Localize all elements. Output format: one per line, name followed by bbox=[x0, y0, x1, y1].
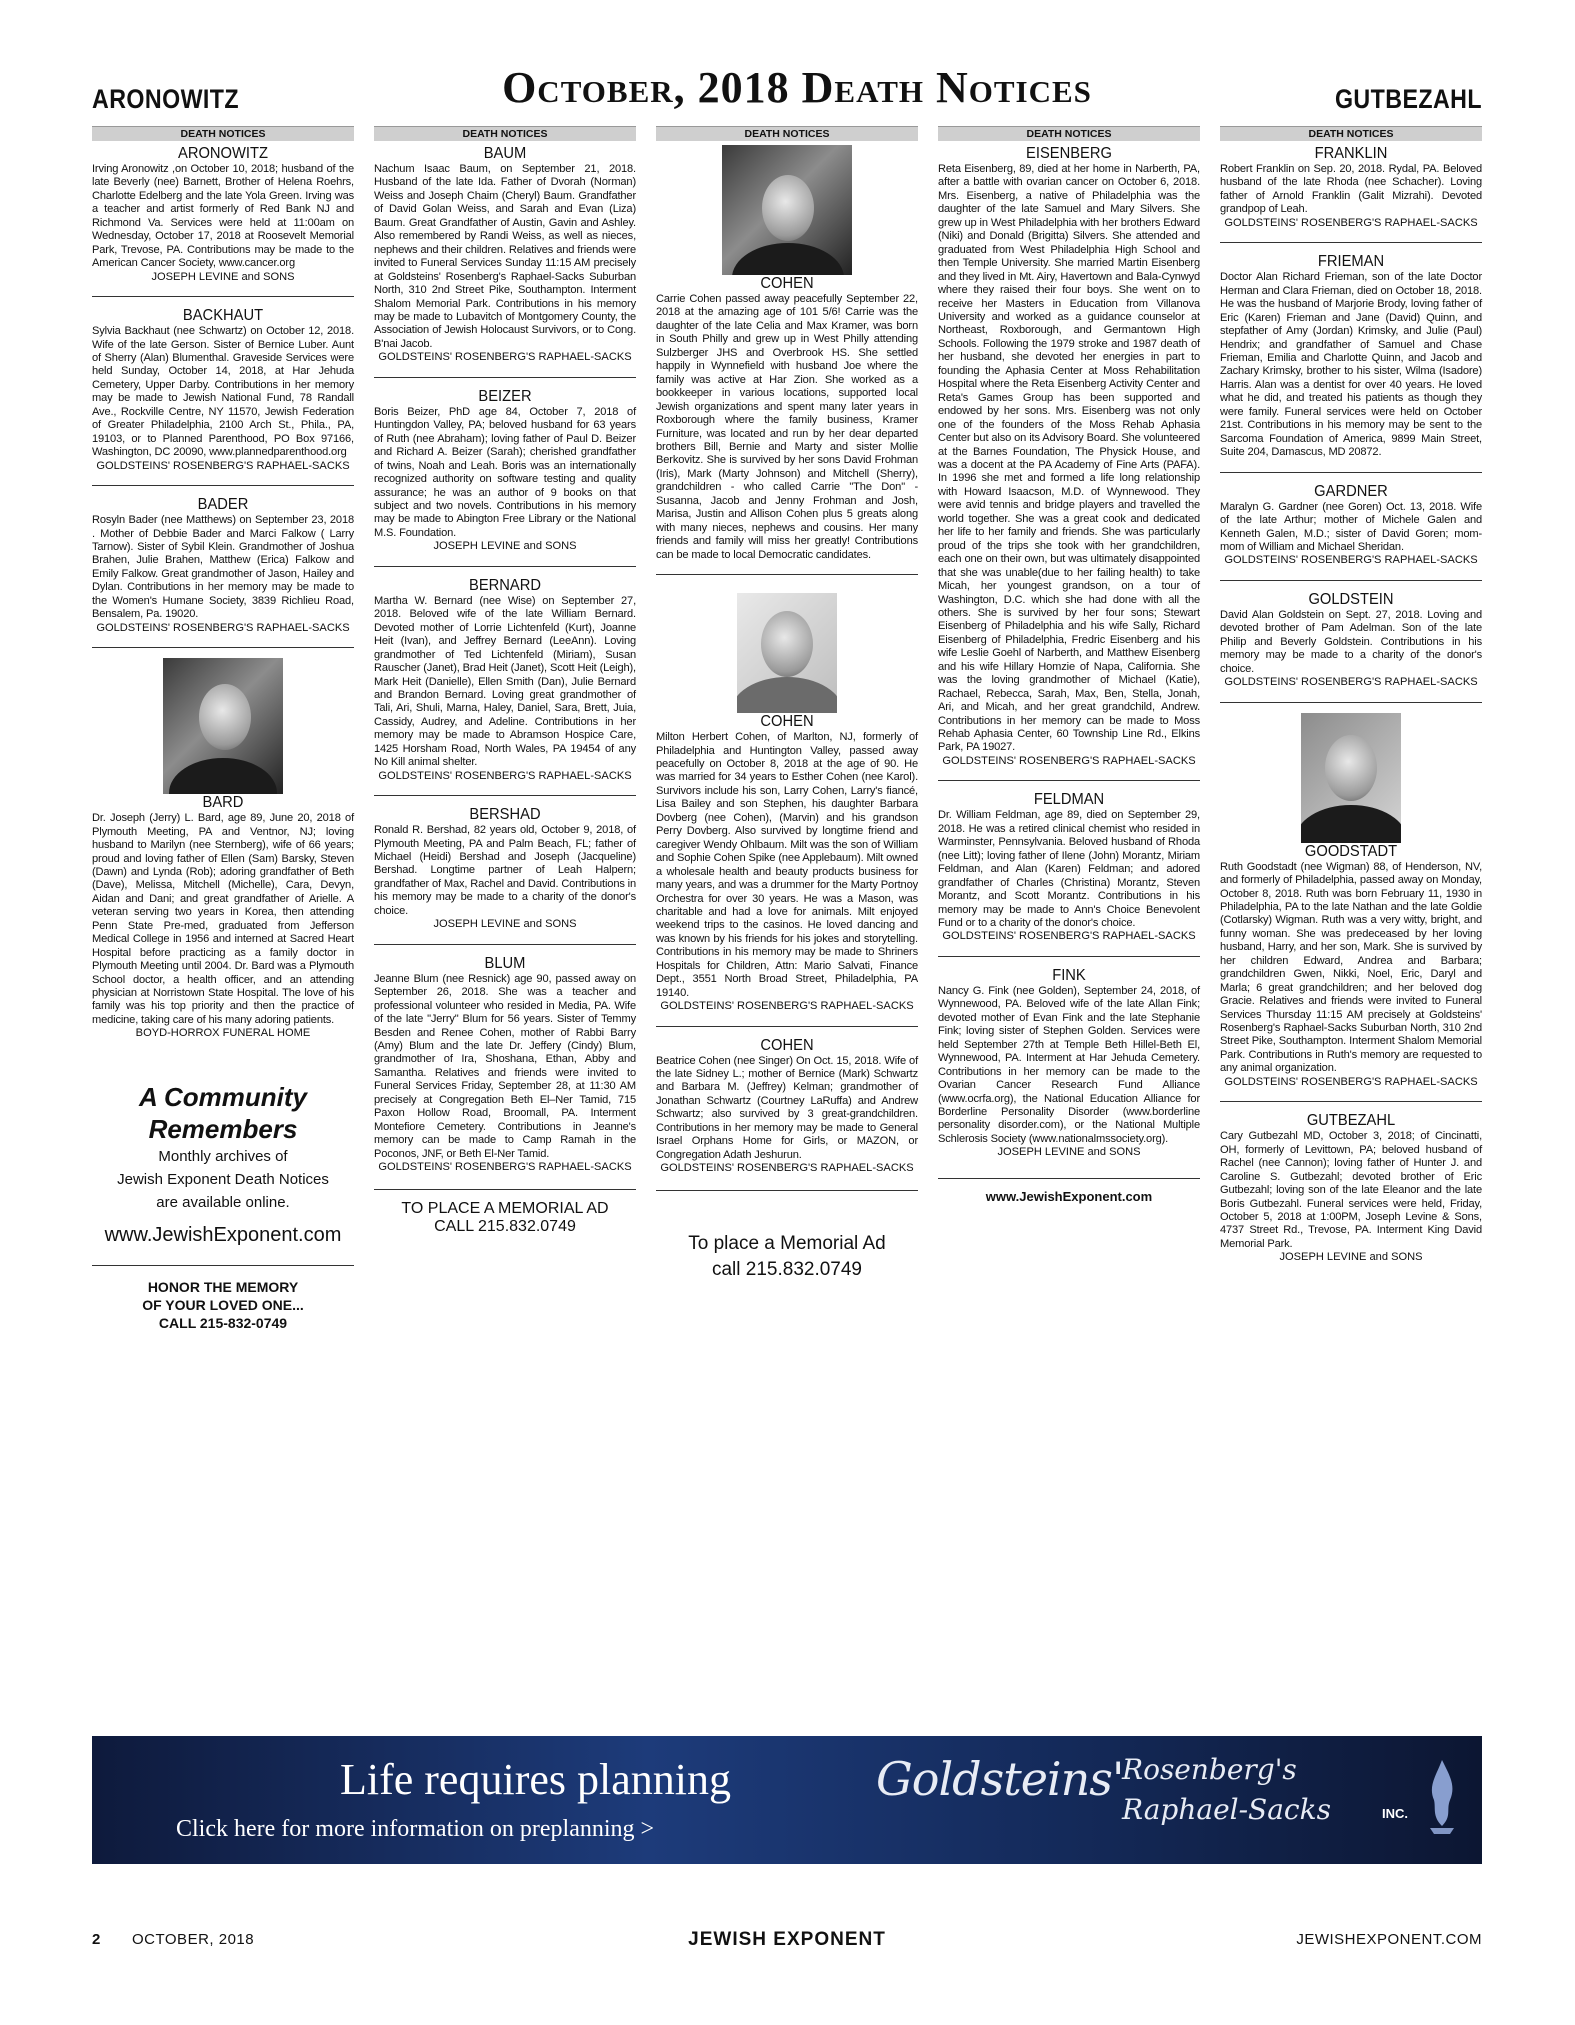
column-header: DEATH NOTICES bbox=[656, 126, 918, 141]
column-4 bbox=[938, 126, 1200, 1204]
notice-text: Dr. Joseph (Jerry) L. Bard, age 89, June 20, 2018 of Plymouth Meeting, PA and Ventnor, NJ; loving husband to Marilyn (nee Sternberg), wife of 66 years; proud and loving father of Ellen (Sam) Barsky, Steven (Dawn) and Lynda (Rob); adoring grandfather of Beth (Dave), Melissa, Mitchell (Michelle), Cara, Devyn, Aidan and Dani; and great grandfather of Arielle. A veteran serving two years in Korea, then attending Penn State Pre-med, graduated from Jefferson Medical College in 1956 and interned at Sacred Heart Hospital before practicing as a family doctor in Plymouth Meeting until 2004. Dr. Bard was a Plymouth School doctor, a health officer, and an attending physician at Norristown State Hospital. The love of his family was his top priority and then the practice of medicine, taking care of his many adoring patients. bbox=[92, 812, 354, 1026]
notice-backhaut bbox=[92, 307, 354, 473]
funeral-home-logo: Goldsteins' bbox=[876, 1752, 1124, 1806]
page-title: October, 2018 Death Notices bbox=[502, 63, 1092, 112]
notice-name: BEIZER bbox=[478, 387, 532, 405]
notice-name: FELDMAN bbox=[1033, 791, 1105, 809]
publication-name: JEWISH EXPONENT bbox=[688, 1929, 886, 1950]
notice-text: Beatrice Cohen (nee Singer) On Oct. 15, 2018. Wife of the late Sidney L.; mother of Bernice (Mark) Schwartz and Barbara M. (Jeffrey) Kelman; grandmother of Jonathan Schwartz (Courtney LaRuffa) and Andrew Schwartz; also survived by 3 great-grandchildren. Contributions in her memory may be made to General Israel Orphans Home for Girls, or MAZON, or Congregation Adath Jeshurun. bbox=[656, 1054, 918, 1161]
notice-text: Sylvia Backhaut (nee Schwartz) on October 12, 2018. Wife of the late Gerson. Sister of Bernice Luber. Aunt of Sherry (Alan) Blumenthal. Graveside Services were held Sunday, October 14, 2018, at Har Jehuda Cemetery, Upper Darby. Contributions in her memory may be made to Jewish National Fund, 78 Randall Ave., Rockville Centre, NY 11570, Jewish Federation of Greater Philadelphia, 2100 Arch St., Phila., PA, 19103, or to Planned Parenthood, PO Box 97166, Washington, DC 20090, www.plannedparenthood.org bbox=[92, 325, 354, 459]
funeral-home: GOLDSTEINS' ROSENBERG'S RAPHAEL-SACKS bbox=[378, 769, 632, 782]
funeral-home: GOLDSTEINS' ROSENBERG'S RAPHAEL-SACKS bbox=[660, 1162, 914, 1175]
notice-name: GUTBEZAHL bbox=[1306, 1112, 1396, 1130]
column-5 bbox=[1220, 126, 1482, 1265]
notice-name: ARONOWITZ bbox=[178, 145, 268, 162]
divider bbox=[1220, 1101, 1482, 1102]
promo-headline: Remembers bbox=[148, 1113, 298, 1144]
divider bbox=[92, 647, 354, 648]
memorial-ad-box bbox=[656, 1190, 918, 1283]
funeral-home: JOSEPH LEVINE and SONS bbox=[433, 918, 577, 931]
promo-text: Jewish Exponent Death Notices bbox=[117, 1170, 329, 1188]
column-2 bbox=[374, 126, 636, 1236]
notice-eisenberg bbox=[938, 145, 1200, 768]
notice-text: Robert Franklin on Sep. 20, 2018. Rydal, PA. Beloved husband of the late Rhoda (nee Schacher). Loving father of Arnold Franklin (Galit Mizrahi). Devoted grandpop of Leah. bbox=[1220, 163, 1482, 216]
funeral-home: GOLDSTEINS' ROSENBERG'S RAPHAEL-SACKS bbox=[96, 459, 350, 472]
notice-beizer bbox=[374, 388, 636, 554]
column-header: DEATH NOTICES bbox=[1220, 126, 1482, 141]
notice-cohen-milton bbox=[656, 593, 918, 1014]
notice-text: Ronald R. Bershad, 82 years old, October 9, 2018, of Plymouth Meeting, PA and Palm Beach, FL; father of Michael (Heidi) Bershad and Joseph (Jacqueline) Bershad. Longtime partner of Leah Halpern; grandfather of Max, Rachel and David. Contributions in his memory may be made to a charity of the donor's choice. bbox=[374, 824, 636, 917]
notice-text: Cary Gutbezahl MD, October 3, 2018; of Cincinatti, OH, formerly of Levittown, PA; beloved husband of Rachel (nee Cannon); loving father of Hunter J. and Caroline S. Gutbezahl; devoted brother of Eric Gutbezahl; loving son of the late Eleanor and the late Boris Gutbezahl. Funeral services were held, Friday, October 5, 2018 at 1:00PM, Joseph Levine & Sons, 4737 Street Rd., Trevose, PA. Interment King David Memorial Park. bbox=[1220, 1130, 1482, 1250]
notice-blum bbox=[374, 955, 636, 1175]
notice-bader bbox=[92, 496, 354, 635]
honor-phone: CALL 215-832-0749 bbox=[158, 1314, 288, 1331]
notice-text: Reta Eisenberg, 89, died at her home in Narberth, PA, after a battle with ovarian cancer on October 6, 2018. Mrs. Eisenberg, a native of Philadelphia was the daughter of the late Samuel and Mary Silvers. She grew up in West Philadelphia with her brothers Edward (Niki) and Donald (Brigitta) Silvers. She attended and graduated from West Philadelphia High School and then Temple University. She married Martin Eisenberg and they lived in Mt. Airy, Havertown and Bala-Cynwyd where they raised their four boys. She went on to receive her Masters in Education from Villanova University and worked as a guidance counselor at Northeast, Roxborough, and Germantown High Schools. Following the 1979 stroke and 1987 death of her husband, she devoted her energies in part to founding the Aphasia Center at Moss Rehabilitation Hospital where the Reta Eisenberg Activity Center and Reta's Games Group has been supported and endowed by her sons. Mrs. Eisenberg was not only one of the founders of the Moss Rehab Aphasia Center but also on its Advisory Board. She volunteered at the Barnes Foundation, The Physick House, and was a docent at the PA Academy of Fine Arts (PAFA). In 1996 she met and formed a life long relationship with Howard Isaacson, M.D. of Wynnewood. They were avid tennis and bridge players and travelled the world together. She was a great cook and dedicated her life to her family and friends. She was particularly proud of the trips she took with her grandchildren, each one on their own, but was ultimately disappointed that she was unable(due to her failing health) to take Micah, her youngest grandson, on a tour of Washington, D.C. which she had done with all the others. She is survived by her four sons; Stewart Eisenberg of Philadelphia and his wife Sally, Richard Eisenberg of Philadelphia, Fredric Eisenberg and his wife Leslie Goehl of Narberth, and Matthew Eisenberg and his wife Hillary Homzie of Napa, California. She was the loving grandmother of Michael (Katie), Rachael, Rebecca, Sarah, Max, Ben, Stella, Jonah, Ari, and Micah, and her great grandchild, Andrew. Contributions in her memory can be made to Moss Rehab Aphasia Center, 60 Township Line Rd., Elkins Park, PA 19027. bbox=[938, 163, 1200, 754]
notice-text: David Alan Goldstein on Sept. 27, 2018. Loving and devoted brother of Pam Adelman. Son of the late Philip and Beverly Goldstein. Contributions in his memory may be made to a charity of the donor's choice. bbox=[1220, 608, 1482, 675]
notice-fink bbox=[938, 967, 1200, 1160]
notice-name: BERNARD bbox=[469, 576, 541, 594]
logo-suffix: INC. bbox=[1382, 1806, 1408, 1821]
logo-line: Rosenberg's bbox=[1122, 1753, 1297, 1786]
divider bbox=[938, 956, 1200, 957]
masthead bbox=[92, 62, 1482, 114]
notice-franklin bbox=[1220, 145, 1482, 230]
column-header: DEATH NOTICES bbox=[374, 126, 636, 141]
divider bbox=[1220, 472, 1482, 473]
website-link[interactable]: www.JewishExponent.com bbox=[938, 1178, 1200, 1204]
promo-text: Monthly archives of bbox=[158, 1147, 288, 1165]
notice-cohen-beatrice bbox=[656, 1037, 918, 1176]
banner-headline: Life requires planning bbox=[340, 1755, 731, 1804]
funeral-home: GOLDSTEINS' ROSENBERG'S RAPHAEL-SACKS bbox=[378, 351, 632, 364]
notice-aronowitz bbox=[92, 145, 354, 284]
memorial-line: To place a Memorial Ad bbox=[688, 1232, 886, 1254]
funeral-home: GOLDSTEINS' ROSENBERG'S RAPHAEL-SACKS bbox=[942, 930, 1196, 943]
divider bbox=[374, 377, 636, 378]
promo-text: are available online. bbox=[156, 1193, 290, 1211]
notice-name: BERSHAD bbox=[469, 806, 541, 824]
notice-gutbezahl bbox=[1220, 1112, 1482, 1265]
notice-text: Dr. William Feldman, age 89, died on September 29, 2018. He was a retired clinical chemist who resided in Warminster, Pennsylvania. Beloved husband of Rhoda (nee Litt); loving father of Ilene (John) Morantz, Miriam Feldman, and Alan (Karen) Feldman; and adored grandfather of Charles (Christina) Morantz, Steven Morantz, and Scott Morantz. Contributions in his memory may be made to Ann's Choice Benevolent Fund or to a charity of the donor's choice. bbox=[938, 809, 1200, 930]
funeral-home: JOSEPH LEVINE and SONS bbox=[1279, 1251, 1423, 1264]
funeral-home: GOLDSTEINS' ROSENBERG'S RAPHAEL-SACKS bbox=[1224, 216, 1478, 229]
funeral-home-logo-text bbox=[1122, 1750, 1331, 1830]
portrait-photo bbox=[163, 658, 283, 794]
notice-baum bbox=[374, 145, 636, 365]
notice-name: BLUM bbox=[484, 954, 526, 972]
notice-name: BAUM bbox=[483, 145, 527, 162]
notice-bershad bbox=[374, 806, 636, 932]
notice-goldstein bbox=[1220, 591, 1482, 690]
divider bbox=[1220, 702, 1482, 703]
notice-text: Rosyln Bader (nee Matthews) on September 23, 2018 . Mother of Debbie Bader and Marci Falkow ( Larry Tarnow). Sister of Sybil Klein. Grandmother of Joshua Brahen, Julie Brahen, Matthew (Erica) Falkow and Emily Falkow. Great grandmother of Jason, Hailey and Dylan. Contributions in her memory may be made to the Women's Humane Society, 3839 Richlieu Road, Bensalem, Pa. 19020. bbox=[92, 514, 354, 621]
notice-text: Nancy G. Fink (nee Golden), September 24, 2018, of Wynnewood, PA. Beloved wife of the late Allan Fink; devoted mother of Evan Fink and the late Stephanie Fink; loving sister of Stephen Golden. Services were held September 27th at Temple Beth Hillel-Beth El, Wynnewood, PA. Interment at Har Jehuda Cemetery. Contributions in her memory can be made to the Ovarian Cancer Research Fund Alliance (www.ocrfa.org), the National Education Alliance for Borderline Personality Disorder (www.borderline personality disorder.com), or the National Multiple Schlerosis Society (www.nationalmssociety.org). bbox=[938, 984, 1200, 1145]
promo-url-link[interactable]: www.JewishExponent.com bbox=[104, 1223, 342, 1246]
notice-name: COHEN bbox=[760, 713, 814, 731]
notice-text: Nachum Isaac Baum, on September 21, 2018. Husband of the late Ida. Father of Dvorah (Norman) Weiss and Joseph Chaim (Cheryl) Baum. Grandfather of David Golan Weiss, and Sarah and Evan (Liza) Baum. Great Grandfather of Austin, Gavin and Ashley. Also remembered by Randi Weiss, as well as nieces, nephews and their children. Relatives and friends were invited to Funeral Services Sunday 11:15 AM precisely at Goldsteins' Rosenberg's Raphael-Sacks Suburban North, 310 2nd Street Pike, Southampton. Interment Shalom Memorial Park. Contributions in his memory may be made to Lubavitch of Montgomery County, the Association of Jewish Holocaust Survivors, or to Cong. B'nai Jacob. bbox=[374, 163, 636, 350]
notice-frieman bbox=[1220, 253, 1482, 459]
flame-icon bbox=[1424, 1756, 1460, 1836]
memorial-ad-box bbox=[374, 1189, 636, 1236]
funeral-home: BOYD-HORROX FUNERAL HOME bbox=[135, 1027, 311, 1040]
divider bbox=[656, 1026, 918, 1027]
memorial-phone: CALL 215.832.0749 bbox=[434, 1217, 576, 1235]
portrait-photo bbox=[722, 145, 852, 275]
running-head-right: GUTBEZAHL bbox=[1334, 84, 1482, 114]
portrait-photo bbox=[1301, 713, 1401, 843]
divider bbox=[1220, 242, 1482, 243]
notice-bard bbox=[92, 658, 354, 1041]
funeral-home: GOLDSTEINS' ROSENBERG'S RAPHAEL-SACKS bbox=[1224, 676, 1478, 689]
notice-name: BADER bbox=[197, 496, 249, 514]
page-footer bbox=[92, 1931, 1482, 1955]
notice-name: GARDNER bbox=[1314, 482, 1388, 500]
notice-name: EISENBERG bbox=[1026, 145, 1112, 162]
notice-name: COHEN bbox=[760, 275, 814, 292]
notice-text: Irving Aronowitz ,on October 10, 2018; husband of the late Beverly (nee) Barnett, Brother of Helena Roehrs, Charlotte Edelberg and the late Yola Green. Irving was a teacher and artist formerly of Red Bank NJ and Richmond Va. Services were held at 11:00am on Wednesday, October 17, 2018 at Roosevelt Memorial Park, Trevose, PA. Contributions may be made to the American Cancer Society, www.cancer.org bbox=[92, 163, 354, 270]
honor-memory-ad bbox=[92, 1265, 354, 1332]
divider bbox=[374, 795, 636, 796]
column-header: DEATH NOTICES bbox=[938, 126, 1200, 141]
honor-line: OF YOUR LOVED ONE... bbox=[142, 1296, 304, 1313]
notice-name: GOODSTADT bbox=[1304, 842, 1398, 860]
notice-name: BARD bbox=[202, 794, 244, 812]
funeral-home: GOLDSTEINS' ROSENBERG'S RAPHAEL-SACKS bbox=[660, 1000, 914, 1013]
divider bbox=[938, 780, 1200, 781]
footer-site-link[interactable]: JEWISHEXPONENT.COM bbox=[1296, 1931, 1482, 1948]
divider bbox=[374, 944, 636, 945]
page-number: 2 bbox=[92, 1931, 101, 1948]
notice-name: FINK bbox=[1052, 966, 1086, 984]
notice-name: GOLDSTEIN bbox=[1308, 590, 1394, 608]
issue-date: OCTOBER, 2018 bbox=[132, 1931, 255, 1948]
notice-text: Jeanne Blum (nee Resnick) age 90, passed away on September 26, 2018. She was a teacher and professional volunteer who resided in Media, PA. Wife of the late "Jerry" Blum for 56 years. Sister of Temmy Besden and Renee Cohen, mother of Rabbi Barry (Amy) Blum and the late Dr. Jeffery (Cindy) Blum, grandmother of Ira, Shoshana, Ethan, Abby and Samantha. Relatives and friends were invited to Funeral Services Friday, September 28, at 11:30 AM precisely at Congregation Beth El–Ner Tamid, 715 Paxon Hollow Road, Broomall, PA. Interment Montefiore Cemetery. Contributions in Jeanne's memory can be made to Camp Ramah in the Poconos, JNF, or Beth El-Ner Tamid. bbox=[374, 972, 636, 1160]
notice-text: Boris Beizer, PhD age 84, October 7, 2018 of Huntingdon Valley, PA; beloved husband for 63 years of Ruth (nee Abraham); loving father of Paul D. Beizer and Richard A. Beizer (Sarah); cherished grandfather of twins, Noah and Leah. Boris was an internationally recognized authority on software testing and quality assurance; he was an author of 9 books on that subject and two novels. Contributions in his memory may be made to Abington Free Library or the National M.S. Foundation. bbox=[374, 405, 636, 539]
divider bbox=[374, 566, 636, 567]
notice-cohen-carrie bbox=[656, 145, 918, 562]
divider bbox=[92, 296, 354, 297]
promo-headline: A Community bbox=[138, 1081, 308, 1112]
notice-text: Doctor Alan Richard Frieman, son of the late Doctor Herman and Clara Frieman, died on October 18, 2018. He was the husband of Marjorie Brody, loving father of Eric (Karen) Frieman and Jane (David) Quinn, and stepfather of Amy (Jordan) Krimsky, and Julie (Paul) Hendrix; and grandfather of Samuel and Chase Frieman, Emilia and Charlotte Quinn, and Jacob and Zachary Krimsky, brother to his sister, Wilma (Isadore) Harris. Alan was a dentist for over 40 years. He loved what he did, and treated his patients as though they were family. Funeral services were held on October 21st. Contributions in his memory may be sent to the Sarcoma Foundation of America, 9899 Main Street, Suite 204, Damascus, MD 20872. bbox=[1220, 271, 1482, 459]
notice-text: Carrie Cohen passed away peacefully September 22, 2018 at the amazing age of 101 5/6! Carrie was the daughter of the late Celia and Max Kramer, was born in South Philly and grew up in West Philly attending Sulzberger JHS and Overbrook HS. She settled happily in Wynnefield with husband Joe where the family was active at Har Zion. She worked as a bookkeeper in various locations, supported local Jewish organizations and spent many later years in Roxborough where the family business, Kramer Furniture, was located and run by her dear departed brothers Bill, Bernie and Marty and sister Mollie Berkovitz. She is survived by her sons David Frohman (Iris), Mark (Marty Johnson) and Mitchell (Sherry), grandchildren - who called Carrie "The Don" - Susanna, Jacob and Jenny Frohman and Josh, Marisa, Justin and Allison Cohen plus 5 greats along with many nieces, nephews and cousins. Her many friends and family will miss her greatly! Contributions can be made to local Democratic candidates. bbox=[656, 293, 918, 561]
notice-bernard bbox=[374, 577, 636, 783]
notice-name: BACKHAUT bbox=[182, 307, 264, 325]
logo-line: Raphael-Sacks bbox=[1122, 1793, 1331, 1826]
notice-text: Martha W. Bernard (nee Wise) on September 27, 2018. Beloved wife of the late William Bernard. Devoted mother of Lorrie Lichtenfeld (Kurt), Joanne Heit (Ivan), and Jeffrey Bernard (LeeAnn). Loving grandmother of Ted Lichtenfeld (Miriam), Susan Rauscher (Janet), Brad Heit (Janet), Scott Heit (Leigh), Mark Heit (Danielle), Ellen Smith (Dan), Julie Bernard and Brandon Bernard. Loving great grandmother of Tali, Ari, Shuli, Marna, Haley, Daniel, Sara, Brett, Juia, Cassidy, Audrey, and Adeline. Contributions in her memory may be made to Abramson Hospice Care, 1425 Horsham Road, North Wales, PA 19454 of any No Kill animal shelter. bbox=[374, 594, 636, 769]
funeral-home: JOSEPH LEVINE and SONS bbox=[997, 1146, 1141, 1159]
community-remembers-promo bbox=[92, 1081, 354, 1247]
memorial-phone: call 215.832.0749 bbox=[711, 1258, 862, 1280]
notice-text: Maralyn G. Gardner (nee Goren) Oct. 13, 2018. Wife of the late Arthur; mother of Michele Galen and Kenneth Galen, M.D.; sister of David Goren; mom-mom of William and Michael Sheridan. bbox=[1220, 500, 1482, 553]
running-head-left: ARONOWITZ bbox=[92, 84, 240, 114]
notice-name: COHEN bbox=[760, 1036, 814, 1054]
funeral-home: GOLDSTEINS' ROSENBERG'S RAPHAEL-SACKS bbox=[378, 1161, 632, 1174]
column-3 bbox=[656, 126, 918, 1283]
notice-name: FRIEMAN bbox=[1317, 253, 1385, 271]
portrait-photo bbox=[737, 593, 837, 713]
memorial-line: TO PLACE A MEMORIAL AD bbox=[401, 1199, 609, 1217]
notice-text: Ruth Goodstadt (nee Wigman) 88, of Henderson, NV, and formerly of Philadelphia, passed away on Monday, October 8, 2018. Ruth was born February 11, 1930 in Philadelphia, PA to the late Nathan and the late Goldie (Cotlarsky) Wigman. Ruth was a very witty, bright, and funny woman. She was predeceased by her loving husband, Harry, and her son, Mark. She is survived by her children Edward, Andrea and Barbara; grandchildren Gwen, Nikki, Noel, Eric, Daryl and Marla; 6 great grandchildren; and her beloved dog Gracie. Relatives and friends were invited to Funeral Services Thursday 11:15 AM precisely at Goldsteins' Rosenberg's Raphael-Sacks Suburban North, 310 2nd Street Pike, Southampton. Interment Shalom Memorial Park. Contributions in Ruth's memory are requested to any animal organization. bbox=[1220, 860, 1482, 1075]
notice-text: Milton Herbert Cohen, of Marlton, NJ, formerly of Philadelphia and Huntington Valley, passed away peacefully on October 8, 2018 at the age of 90. He was married for 34 years to Esther Cohen (nee Karol). Survivors include his son, Larry Cohen, Larry's fiancé, Lisa Bailey and son Stephen, his daughter Barbara Dovberg (nee Cohen), (Marvin) and his grandson Perry Dovberg. Also survived by longtime friend and caregiver Wendy Ohlbaum. Milt was the son of William and Sophie Cohen Spike (nee Applebaum). Milt owned a wholesale health and beauty products business for many years, and was a drummer for the Marty Portnoy Orchestra for over 30 years. He was a Mason, was charitable and had a love for animals. Milt enjoyed weekend trips to the casinos. He loved dancing and was known by his friends for his jokes and storytelling. Contributions in his memory may be made to Shriners Hospitals for Children, Attn: Mario Salvati, Finance Dept., 3551 North Broad Street, Philadelphia, PA 19140. bbox=[656, 731, 919, 999]
notice-gardner bbox=[1220, 483, 1482, 568]
column-header: DEATH NOTICES bbox=[92, 126, 354, 141]
funeral-home: GOLDSTEINS' ROSENBERG'S RAPHAEL-SACKS bbox=[942, 754, 1196, 767]
divider bbox=[92, 485, 354, 486]
column-1 bbox=[92, 126, 354, 1332]
notice-goodstadt bbox=[1220, 713, 1482, 1090]
notice-name: FRANKLIN bbox=[1314, 145, 1388, 162]
funeral-home: JOSEPH LEVINE and SONS bbox=[433, 540, 577, 553]
honor-line: HONOR THE MEMORY bbox=[147, 1278, 299, 1295]
funeral-home: GOLDSTEINS' ROSENBERG'S RAPHAEL-SACKS bbox=[1224, 554, 1478, 567]
notice-feldman bbox=[938, 791, 1200, 944]
divider bbox=[1220, 580, 1482, 581]
funeral-home: GOLDSTEINS' ROSENBERG'S RAPHAEL-SACKS bbox=[1224, 1075, 1478, 1088]
preplanning-banner-ad[interactable] bbox=[92, 1736, 1482, 1864]
funeral-home: GOLDSTEINS' ROSENBERG'S RAPHAEL-SACKS bbox=[96, 621, 350, 634]
banner-cta-link[interactable]: Click here for more information on preplanning > bbox=[176, 1816, 655, 1842]
divider bbox=[656, 574, 918, 575]
funeral-home: JOSEPH LEVINE and SONS bbox=[151, 270, 295, 283]
